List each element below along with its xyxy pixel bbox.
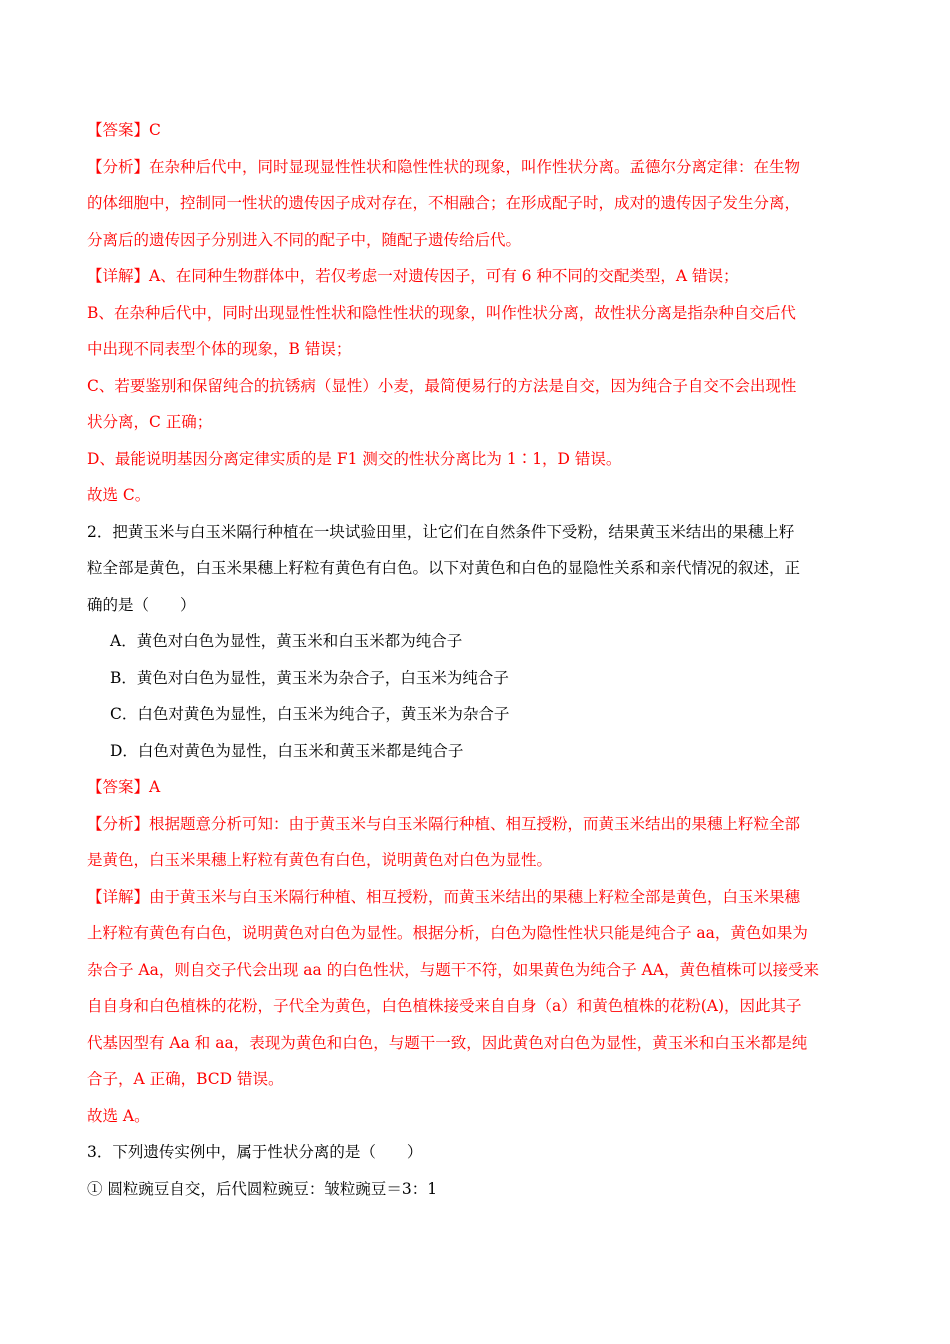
analysis-line: 分离后的遗传因子分别进入不同的配子中，随配子遗传给后代。	[87, 230, 522, 249]
question-stem: 3．下列遗传实例中，属于性状分离的是（ ）	[87, 1143, 423, 1161]
conclusion-line: 故选 C。	[87, 486, 151, 504]
detail-line: 杂合子 Aa，则自交子代会出现 aa 的白色性状，与题干不符，如果黄色为纯合子 AA，黄色植株可以接受来	[87, 960, 820, 979]
detail-line: 合子，A 正确，BCD 错误。	[87, 1070, 284, 1088]
option-a: A．黄色对白色为显性，黄玉米和白玉米都为纯合子	[110, 632, 463, 650]
question-stem: 粒全部是黄色，白玉米果穗上籽粒有黄色有白色。以下对黄色和白色的显隐性关系和亲代情况的叙述，正	[87, 559, 801, 577]
option-b: B．黄色对白色为显性，黄玉米为杂合子，白玉米为纯合子	[110, 668, 509, 687]
answer-line: 【答案】C	[87, 121, 161, 139]
analysis-line: 【分析】根据题意分析可知：由于黄玉米与白玉米隔行种植、相互授粉，而黄玉米结出的果穗上籽粒全部	[87, 814, 801, 833]
option-c: C．白色对黄色为显性，白玉米为纯合子，黄玉米为杂合子	[110, 705, 510, 723]
answer-line: 【答案】A	[87, 778, 161, 796]
detail-line: C、若要鉴别和保留纯合的抗锈病（显性）小麦，最简便易行的方法是自交，因为纯合子自交不会出现性	[87, 376, 797, 395]
detail-line: 上籽粒有黄色有白色，说明黄色对白色为显性。根据分析，白色为隐性性状只能是纯合子 aa，黄色如果为	[87, 924, 808, 942]
detail-line: 【详解】A、在同种生物群体中，若仅考虑一对遗传因子，可有 6 种不同的交配类型，A 错误；	[87, 267, 739, 285]
detail-line: 代基因型有 Aa 和 aa，表现为黄色和白色，与题干一致，因此黄色对白色为显性，黄玉米和白玉米都是纯	[87, 1033, 808, 1052]
detail-line: 自自身和白色植株的花粉，子代全为黄色，白色植株接受来自自身（a）和黄色植株的花粉(A)，因此其子	[87, 997, 802, 1015]
question-item: ① 圆粒豌豆自交，后代圆粒豌豆：皱粒豌豆＝3：1	[87, 1179, 438, 1198]
document-page	[87, 112, 863, 1207]
detail-line: 状分离，C 正确；	[87, 413, 213, 431]
detail-line: 【详解】由于黄玉米与白玉米隔行种植、相互授粉，而黄玉米结出的果穗上籽粒全部是黄色，白玉米果穗	[87, 887, 801, 906]
conclusion-line: 故选 A。	[87, 1106, 150, 1125]
analysis-line: 【分析】在杂种后代中，同时显现显性性状和隐性性状的现象，叫作性状分离。孟德尔分离定律：在生物	[87, 157, 801, 176]
analysis-line: 的体细胞中，控制同一性状的遗传因子成对存在，不相融合；在形成配子时，成对的遗传因子发生分离，	[87, 194, 801, 212]
detail-line: D、最能说明基因分离定律实质的是 F1 测交的性状分离比为 1∶1，D 错误。	[87, 449, 622, 468]
analysis-line: 是黄色，白玉米果穗上籽粒有黄色有白色，说明黄色对白色为显性。	[87, 851, 553, 869]
detail-line: B、在杂种后代中，同时出现显性性状和隐性性状的现象，叫作性状分离，故性状分离是指杂种自交后代	[87, 303, 796, 322]
detail-line: 中出现不同表型个体的现象，B 错误；	[87, 340, 352, 358]
question-stem: 2．把黄玉米与白玉米隔行种植在一块试验田里，让它们在自然条件下受粉，结果黄玉米结出的果穗上籽	[87, 522, 795, 541]
option-d: D．白色对黄色为显性，白玉米和黄玉米都是纯合子	[110, 741, 464, 760]
question-stem: 确的是（ ）	[87, 595, 196, 614]
